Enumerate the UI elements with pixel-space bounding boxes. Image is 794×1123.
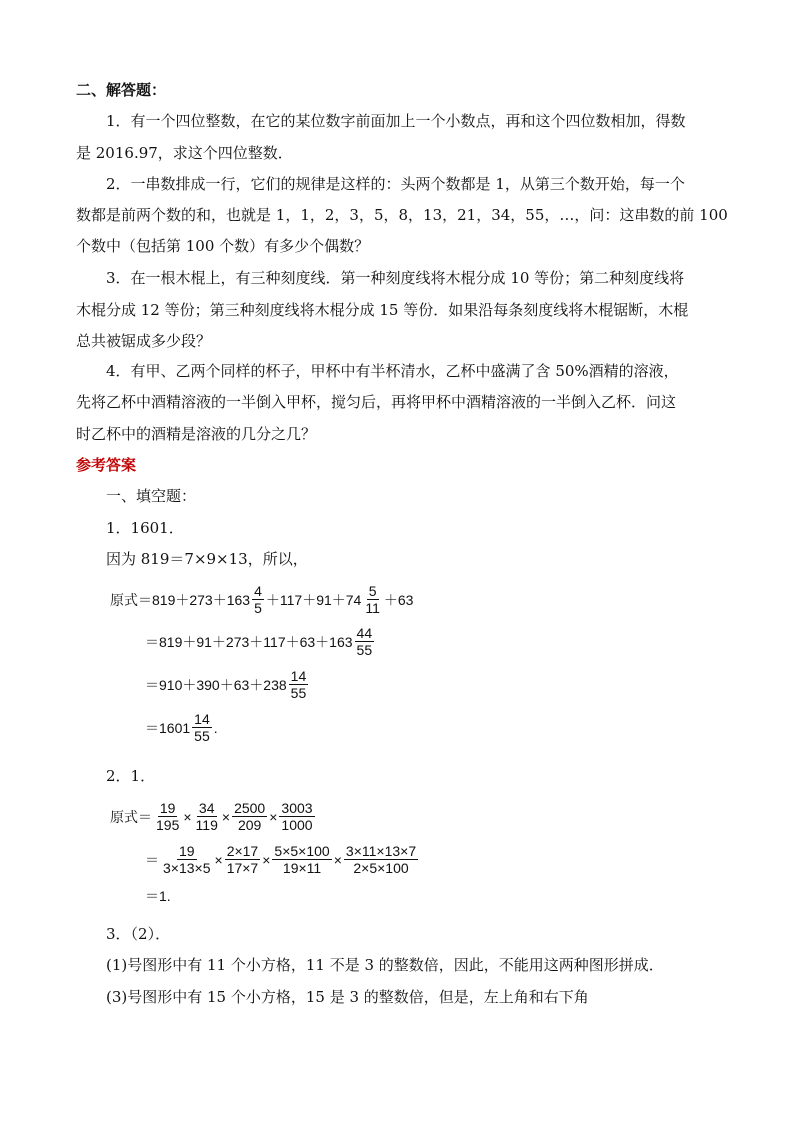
- eq-text: 原式＝819＋273＋163: [110, 591, 251, 608]
- fraction: [194, 800, 220, 833]
- eq-text: 原式＝: [110, 808, 152, 825]
- answer-1-equation-line-3: [145, 668, 310, 701]
- times-sign: ×: [214, 851, 223, 868]
- fraction: [154, 800, 181, 833]
- denominator: 1000: [281, 817, 313, 833]
- times-sign: ×: [262, 851, 271, 868]
- numerator: 19: [178, 843, 195, 859]
- fraction: [272, 843, 331, 876]
- numerator: 14: [194, 711, 210, 727]
- numerator: 5: [368, 583, 377, 599]
- answer-1-equation-line-4: [145, 711, 218, 744]
- times-sign: ×: [269, 808, 278, 825]
- fraction: [225, 843, 261, 876]
- numerator: 2500: [234, 800, 266, 816]
- fraction: [232, 800, 267, 833]
- denominator: 2×5×100: [353, 860, 409, 876]
- fraction: [252, 583, 264, 616]
- denominator: 209: [237, 817, 262, 833]
- numerator: 3003: [281, 800, 313, 816]
- answer-1-equation-line-2: [145, 625, 376, 658]
- problem-1-line-2: 是 2016.97，求这个四位整数．: [76, 144, 293, 162]
- problem-4-line-3: 时乙杯中的酒精是溶液的几分之几？: [76, 425, 317, 443]
- eq-text: ＋117＋91＋74: [265, 591, 362, 608]
- fraction: [289, 668, 309, 701]
- answer-2-label: 2．1．: [106, 767, 156, 785]
- answer-3-label: 3．（2）．: [106, 925, 171, 943]
- problem-3-line-2: 木棍分成 12 等份；第三种刻度线将木棍分成 15 等份．如果沿每条刻度线将木棍锯断，木棍: [76, 301, 689, 319]
- denominator: 55: [290, 685, 307, 701]
- fill-heading: 一、填空题：: [106, 487, 197, 505]
- denominator: 55: [194, 728, 210, 744]
- numerator: 5×5×100: [274, 843, 330, 859]
- answer-heading: 参考答案: [76, 456, 137, 474]
- fraction: [344, 843, 418, 876]
- eq-text: ＝819＋91＋273＋117＋63＋163: [145, 633, 353, 650]
- problem-1-line-1: 1．有一个四位整数，在它的某位数字前面加上一个小数点，再和这个四位数相加，得数: [106, 112, 686, 130]
- denominator: 11: [365, 600, 380, 616]
- answer-3-line-2: (3)号图形中有 15 个小方格，15 是 3 的整数倍，但是，左上角和右下角: [106, 988, 589, 1006]
- problem-2-line-1: 2．一串数排成一行，它们的规律是这样的：头两个数都是 1，从第三个数开始，每一个: [106, 175, 685, 193]
- numerator: 4: [254, 583, 262, 599]
- times-sign: ×: [333, 851, 342, 868]
- numerator: 3×11×13×7: [345, 843, 417, 859]
- problem-4-line-1: 4．有甲、乙两个同样的杯子，甲杯中有半杯清水，乙杯中盛满了含 50%酒精的溶液，: [106, 362, 679, 380]
- section-heading: 二、解答题：: [76, 81, 167, 99]
- answer-1-equation-line-1: [110, 583, 413, 616]
- eq-text: ＝910＋390＋63＋238: [145, 676, 287, 693]
- denominator: 17×7: [226, 860, 259, 876]
- eq-text: ＝: [145, 851, 159, 868]
- problem-2-line-2: 数都是前两个数的和，也就是 1，1，2，3，5，8，13，21，34，55，…，问：这串数的前 100: [76, 206, 728, 224]
- denominator: 5: [254, 600, 262, 616]
- answer-1-label: 1．1601．: [106, 519, 184, 537]
- numerator: 14: [290, 668, 307, 684]
- eq-text: .: [213, 719, 218, 736]
- fraction: [161, 843, 213, 876]
- answer-1-note: 因为 819＝7×9×13，所以，: [106, 550, 308, 568]
- denominator: 119: [195, 817, 218, 833]
- problem-3-line-3: 总共被锯成多少段？: [76, 332, 212, 350]
- denominator: 19×11: [282, 860, 322, 876]
- denominator: 195: [156, 817, 180, 833]
- answer-2-equation-line-3: ＝1.: [145, 888, 171, 904]
- fraction: [279, 800, 314, 833]
- fraction: [355, 625, 375, 658]
- eq-text: ＝1601: [145, 719, 191, 736]
- problem-2-line-3: 个数中（包括第 100 个数）有多少个偶数？: [76, 237, 370, 255]
- problem-3-line-1: 3．在一根木棍上，有三种刻度线．第一种刻度线将木棍分成 10 等份；第二种刻度线将: [106, 269, 685, 287]
- answer-3-line-1: (1)号图形中有 11 个小方格，11 不是 3 的整数倍，因此，不能用这两种图形拼成．: [106, 956, 664, 974]
- answer-2-equation-line-1: [110, 800, 317, 833]
- eq-text: ＋63: [383, 591, 414, 608]
- numerator: 34: [198, 800, 215, 816]
- times-sign: ×: [183, 808, 192, 825]
- answer-2-equation-line-2: [145, 843, 420, 876]
- denominator: 55: [356, 642, 373, 658]
- denominator: 3×13×5: [163, 860, 211, 876]
- fraction: [363, 583, 382, 616]
- times-sign: ×: [221, 808, 231, 825]
- numerator: 44: [356, 625, 373, 641]
- problem-4-line-2: 先将乙杯中酒精溶液的一半倒入甲杯，搅匀后，再将甲杯中酒精溶液的一半倒入乙杯．问这: [76, 393, 677, 411]
- numerator: 2×17: [226, 843, 259, 859]
- numerator: 19: [159, 800, 176, 816]
- fraction: [192, 711, 212, 744]
